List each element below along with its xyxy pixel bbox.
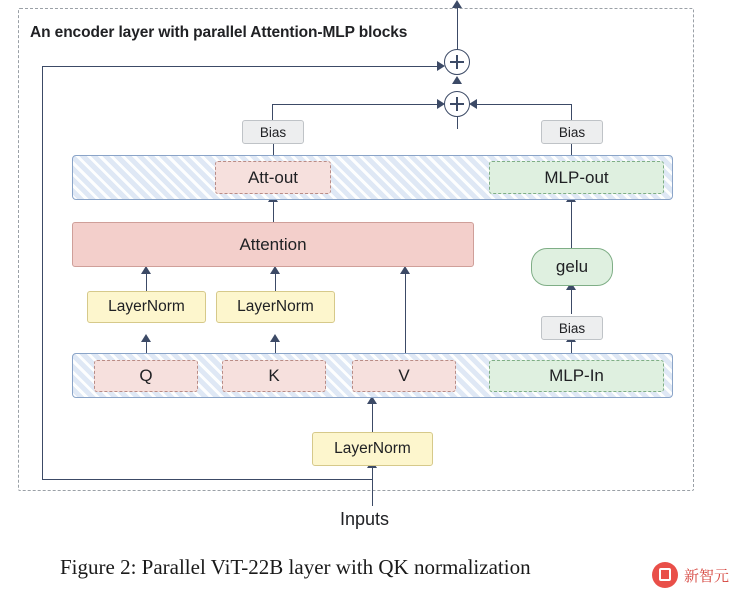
v-block <box>352 360 456 392</box>
arrowhead-q-to-lnq <box>141 334 151 342</box>
arrowhead-top-output <box>452 0 462 8</box>
bias-mlp-in-label: Bias <box>558 320 586 336</box>
layernorm-k <box>216 291 335 323</box>
arrowhead-mlpout-into-add2 <box>469 99 477 109</box>
bias-mlp-out <box>541 120 603 144</box>
layernorm-q-label: LayerNorm <box>108 298 185 315</box>
layernorm-q <box>87 291 206 323</box>
attention-block <box>72 222 474 267</box>
k-label: K <box>268 366 280 385</box>
wire-inputs-to-ln <box>372 466 373 506</box>
inputs-label: Inputs <box>340 509 390 529</box>
arrowhead-add2-to-add1 <box>452 76 462 84</box>
watermark-text: 新智元 <box>683 566 729 585</box>
residual-add-node-top <box>444 49 470 75</box>
watermark <box>652 562 729 588</box>
bias-att-out-label: Bias <box>259 124 287 140</box>
mlp-out-label: MLP-out <box>544 167 609 187</box>
arrowhead-lnk-to-attention <box>270 266 280 274</box>
watermark-logo-icon <box>652 562 678 588</box>
mlp-in-label: MLP-In <box>549 366 604 385</box>
att-out-label: Att-out <box>247 167 299 187</box>
encoder-layer-title: An encoder layer with parallel Attention-MLP blocks <box>30 24 408 41</box>
wire-top-output <box>457 6 458 53</box>
att-out-block <box>215 161 331 194</box>
layernorm-input-label: LayerNorm <box>334 440 411 457</box>
wire-biasmlpin-to-gelu <box>571 288 572 314</box>
bias-mlp-out-label: Bias <box>558 124 586 140</box>
k-block <box>222 360 326 392</box>
layernorm-input <box>312 432 433 466</box>
wire-residual-vertical <box>42 66 43 480</box>
wire-attention-to-attout <box>273 200 274 222</box>
q-block <box>94 360 198 392</box>
wire-gelu-to-mlpout <box>571 200 572 248</box>
arrowhead-lnq-to-attention <box>141 266 151 274</box>
layernorm-k-label: LayerNorm <box>237 298 314 315</box>
arrowhead-k-to-lnk <box>270 334 280 342</box>
figure-caption: Figure 2: Parallel ViT-22B layer with QK normalization <box>60 555 531 579</box>
bias-att-out <box>242 120 304 144</box>
mlp-in-block <box>489 360 664 392</box>
gelu-label: gelu <box>555 257 589 276</box>
arrowhead-v-to-attention <box>400 266 410 274</box>
wire-bias-mlp-to-mlpout <box>571 143 572 155</box>
mlp-out-block <box>489 161 664 194</box>
q-label: Q <box>139 366 153 385</box>
bias-mlp-in <box>541 316 603 340</box>
wire-attout-to-add2 <box>272 104 442 105</box>
residual-add-node-bottom <box>444 91 470 117</box>
wire-bias-att-to-attout <box>273 143 274 155</box>
wire-ln-to-qkv-band <box>372 402 373 432</box>
wire-residual-bottom <box>42 479 372 480</box>
gelu-block <box>531 248 613 286</box>
wire-residual-top <box>42 66 442 67</box>
wire-mlpout-to-add2 <box>472 104 572 105</box>
attention-label: Attention <box>239 234 307 254</box>
v-label: V <box>398 366 410 385</box>
